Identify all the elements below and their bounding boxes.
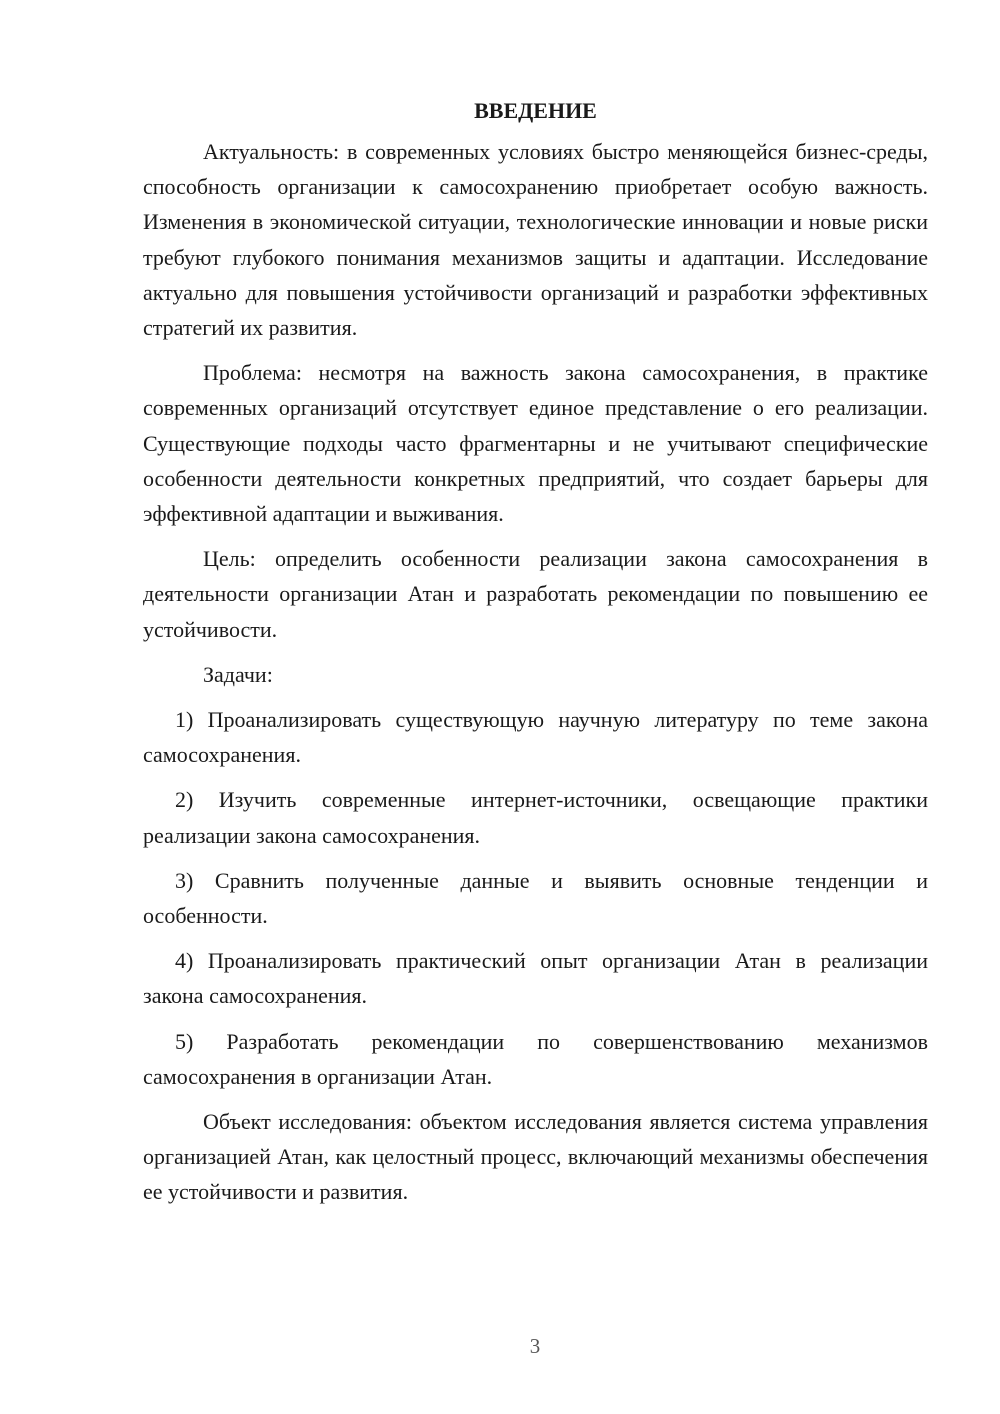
task-item-5: 5) Разработать рекомендации по совершенствованию механизмов самосохранения в организации Атан. bbox=[143, 1028, 928, 1089]
tasks-title: Задачи: bbox=[203, 661, 273, 687]
section-heading: ВВЕДЕНИЕ bbox=[474, 98, 597, 123]
document-page bbox=[143, 96, 928, 1220]
page-number: 3 bbox=[529, 1334, 541, 1358]
paragraph-goal: Цель: определить особенности реализации закона самосохранения в деятельности организации Атан и разработать рекомендации по повышению ее устойчивости. bbox=[143, 546, 928, 642]
task-item-1: 1) Проанализировать существующую научную литературу по теме закона самосохранения. bbox=[143, 707, 928, 768]
task-item-2: 2) Изучить современные интернет-источники, освещающие практики реализации закона самосохранения. bbox=[143, 787, 928, 848]
paragraph-problem: Проблема: несмотря на важность закона самосохранения, в практике современных организаций отсутствует единое представление о его реализации. Существующие подходы часто фрагментарны и не учитывают специфические особенности деятельности конкретных предприятий, что создает барьеры для эффективной адаптации и выживания. bbox=[143, 360, 928, 527]
task-item-4: 4) Проанализировать практический опыт организации Атан в реализации закона самосохранения. bbox=[143, 948, 928, 1009]
paragraph-relevance: Актуальность: в современных условиях быстро меняющейся бизнес-среды, способность организации к самосохранению приобретает особую важность. Изменения в экономической ситуации, технологические инновации и новые риски требуют глубокого понимания механизмов защиты и адаптации. Исследование актуально для повышения устойчивости организаций и разработки эффективных стратегий их развития. bbox=[143, 139, 928, 341]
task-item-3: 3) Сравнить полученные данные и выявить основные тенденции и особенности. bbox=[143, 867, 928, 929]
paragraph-object: Объект исследования: объектом исследования является система управления организацией Атан, как целостный процесс, включающий механизмы обеспечения ее устойчивости и развития. bbox=[143, 1109, 928, 1205]
